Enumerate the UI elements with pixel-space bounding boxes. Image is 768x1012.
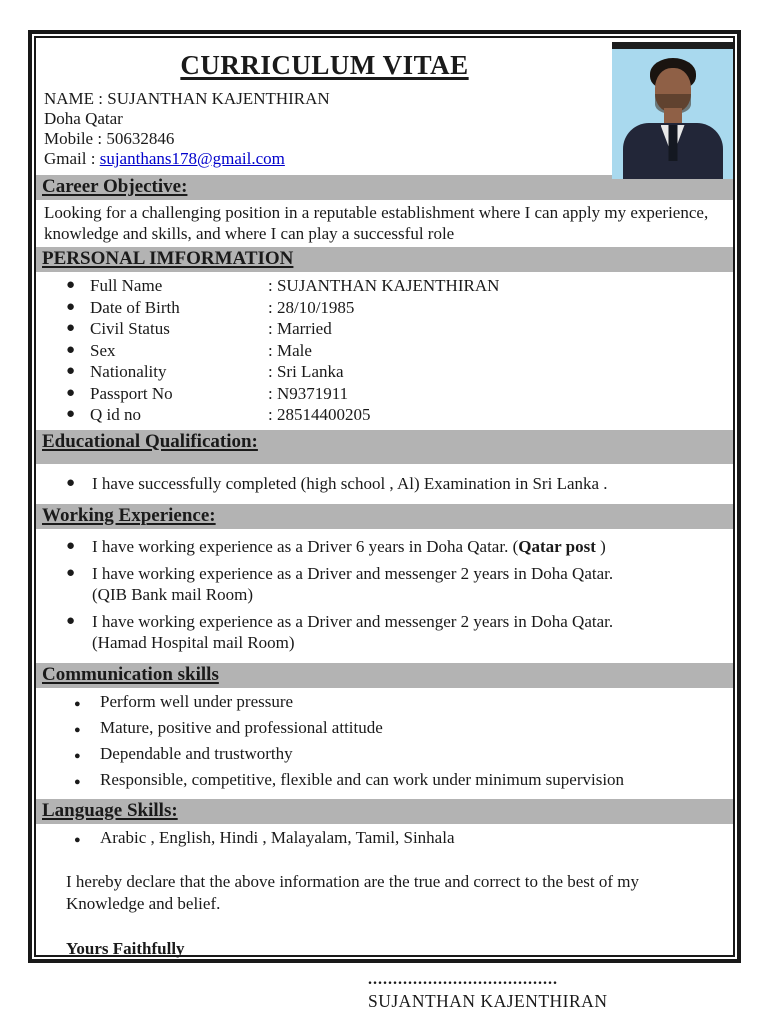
language-list bbox=[36, 824, 733, 857]
list-item: ● Full Name : SUJANTHAN KAJENTHIRAN bbox=[66, 276, 500, 295]
language-heading: Language Skills: bbox=[42, 799, 178, 821]
personal-information-heading: PERSONAL IMFORMATION bbox=[42, 248, 294, 269]
section-language-bar bbox=[36, 799, 733, 824]
list-item: ● Sex : Male bbox=[66, 340, 312, 360]
personal-information-list bbox=[36, 272, 733, 430]
salutation: Yours Faithfully bbox=[66, 938, 185, 958]
signature-block bbox=[368, 970, 733, 1012]
experience-list bbox=[36, 533, 733, 663]
photo-neck bbox=[664, 108, 682, 124]
career-objective-text: Looking for a challenging position in a reputable establishment where I can apply my experience, knowledge and skills, and where I can play a successful role bbox=[44, 203, 709, 243]
list-item: ● Date of Birth : 28/10/1985 bbox=[66, 297, 355, 317]
section-education-bar bbox=[36, 430, 733, 464]
list-item: ● I have working experience as a Driver and messenger 2 years in Doha Qatar. (QIB Bank mail Room) bbox=[66, 563, 614, 604]
email-label: Gmail : bbox=[44, 149, 100, 168]
section-experience-bar bbox=[36, 504, 733, 529]
bullet-icon: ● bbox=[66, 564, 76, 581]
bullet-icon: ● bbox=[74, 775, 81, 788]
page-title: CURRICULUM VITAE bbox=[180, 50, 469, 80]
bullet-icon: ● bbox=[66, 363, 76, 379]
portrait-photo bbox=[612, 42, 733, 179]
list-item: ● I have successfully completed (high school , Al) Examination in Sri Lanka . bbox=[66, 473, 608, 493]
declaration-text: I hereby declare that the above information are the true and correct to the best of my Knowledge and belief. bbox=[66, 871, 640, 913]
photo-top-band bbox=[612, 42, 733, 49]
bullet-icon: ● bbox=[66, 277, 76, 293]
list-item: ● Nationality : Sri Lanka bbox=[66, 362, 344, 381]
bullet-icon: ● bbox=[66, 537, 76, 554]
bullet-icon: ● bbox=[74, 833, 81, 846]
list-item: ● Q id no : 28514400205 bbox=[66, 405, 371, 424]
list-item: ● Arabic , English, Hindi , Malayalam, Tamil, Sinhala bbox=[74, 827, 725, 851]
bullet-icon: ● bbox=[66, 298, 76, 315]
photo-tie bbox=[668, 125, 677, 161]
education-list bbox=[36, 470, 733, 500]
contact-address: Doha Qatar bbox=[44, 109, 123, 128]
email-link[interactable]: sujanthans178@gmail.com bbox=[99, 149, 285, 168]
list-item: ● Perform well under pressure bbox=[74, 691, 725, 715]
list-item: ● Responsible, competitive, flexible and can work under minimum supervision bbox=[74, 769, 725, 793]
experience-heading: Working Experience: bbox=[42, 504, 216, 526]
list-item: ● Civil Status : Married bbox=[66, 319, 332, 338]
bullet-icon: ● bbox=[66, 320, 76, 336]
cv-page bbox=[34, 36, 735, 1011]
list-item: ● Passport No : N9371911 bbox=[66, 383, 349, 403]
list-item: ● I have working experience as a Driver 6 years in Doha Qatar. (Qatar post ) bbox=[66, 536, 606, 556]
bullet-icon: ● bbox=[74, 697, 81, 710]
communication-list bbox=[36, 688, 733, 799]
bullet-icon: ● bbox=[66, 341, 76, 358]
education-heading: Educational Qualification: bbox=[42, 430, 258, 452]
bullet-icon: ● bbox=[66, 384, 76, 401]
page-border-outer bbox=[28, 30, 741, 1011]
list-item: ● I have working experience as a Driver and messenger 2 years in Doha Qatar. (Hamad Hospital mail Room) bbox=[66, 611, 614, 652]
bullet-icon: ● bbox=[66, 406, 76, 422]
list-item: ● Mature, positive and professional attitude bbox=[74, 717, 725, 741]
contact-name: NAME : SUJANTHAN KAJENTHIRAN bbox=[44, 89, 330, 108]
career-objective-heading: Career Objective: bbox=[42, 176, 188, 197]
section-communication-bar bbox=[36, 663, 733, 688]
bullet-icon: ● bbox=[66, 474, 76, 491]
contact-mobile: Mobile : 50632846 bbox=[44, 129, 175, 148]
signature-name: SUJANTHAN KAJENTHIRAN bbox=[368, 990, 608, 1011]
bullet-icon: ● bbox=[74, 749, 81, 762]
communication-heading: Communication skills bbox=[42, 663, 219, 685]
list-item: ● Dependable and trustworthy bbox=[74, 743, 725, 767]
signature-dotted-line: ...................................... bbox=[368, 970, 558, 988]
bullet-icon: ● bbox=[66, 612, 76, 629]
bullet-icon: ● bbox=[74, 723, 81, 736]
section-personal-information-bar bbox=[36, 247, 733, 272]
